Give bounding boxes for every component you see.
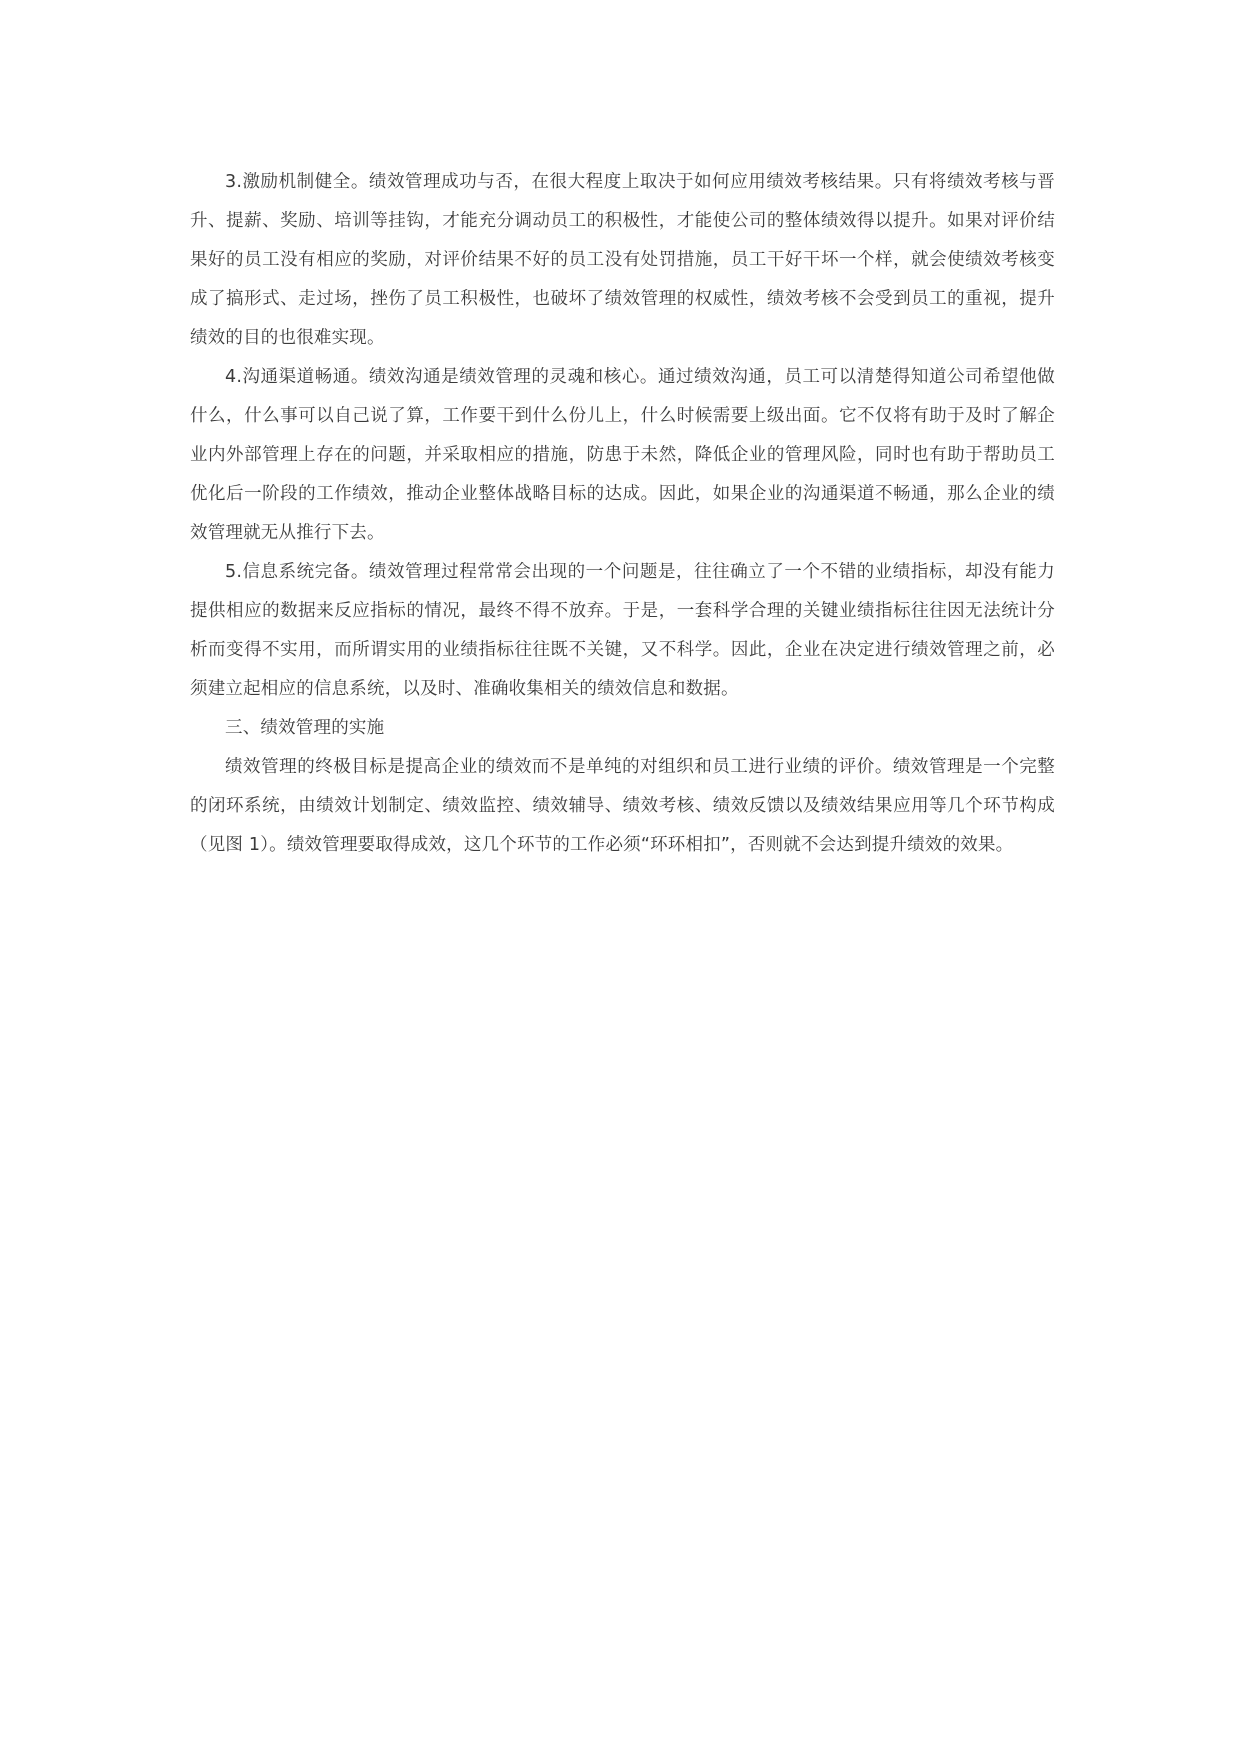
document-body [190, 163, 1055, 865]
paragraph-communication-channel: 4.沟通渠道畅通。绩效沟通是绩效管理的灵魂和核心。通过绩效沟通，员工可以清楚得知道公司希望他做什么，什么事可以自己说了算，工作要干到什么份儿上，什么时候需要上级出面。它不仅将有助于及时了解企业内外部管理上存在的问题，并采取相应的措施，防患于未然，降低企业的管理风险，同时也有助于帮助员工优化后一阶段的工作绩效，推动企业整体战略目标的达成。因此，如果企业的沟通渠道不畅通，那么企业的绩效管理就无从推行下去。 [190, 367, 1055, 543]
section-heading: 三、绩效管理的实施 [225, 718, 385, 738]
paragraph-information-system: 5.信息系统完备。绩效管理过程常常会出现的一个问题是，往往确立了一个不错的业绩指标，却没有能力提供相应的数据来反应指标的情况，最终不得不放弃。于是，一套科学合理的关键业绩指标往往因无法统计分析而变得不实用，而所谓实用的业绩指标往往既不关键，又不科学。因此，企业在决定进行绩效管理之前，必须建立起相应的信息系统，以及时、准确收集相关的绩效信息和数据。 [190, 562, 1055, 699]
paragraph-incentive-mechanism: 3.激励机制健全。绩效管理成功与否，在很大程度上取决于如何应用绩效考核结果。只有将绩效考核与晋升、提薪、奖励、培训等挂钩，才能充分调动员工的积极性，才能使公司的整体绩效得以提升。如果对评价结果好的员工没有相应的奖励，对评价结果不好的员工没有处罚措施，员工干好干坏一个样，就会使绩效考核变成了搞形式、走过场，挫伤了员工积极性，也破坏了绩效管理的权威性，绩效考核不会受到员工的重视，提升绩效的目的也很难实现。 [190, 172, 1055, 348]
paragraph-implementation: 绩效管理的终极目标是提高企业的绩效而不是单纯的对组织和员工进行业绩的评价。绩效管理是一个完整的闭环系统，由绩效计划制定、绩效监控、绩效辅导、绩效考核、绩效反馈以及绩效结果应用等几个环节构成（见图 1）。绩效管理要取得成效，这几个环节的工作必须“环环相扣”，否则就不会达到提升绩效的效果。 [190, 757, 1055, 855]
